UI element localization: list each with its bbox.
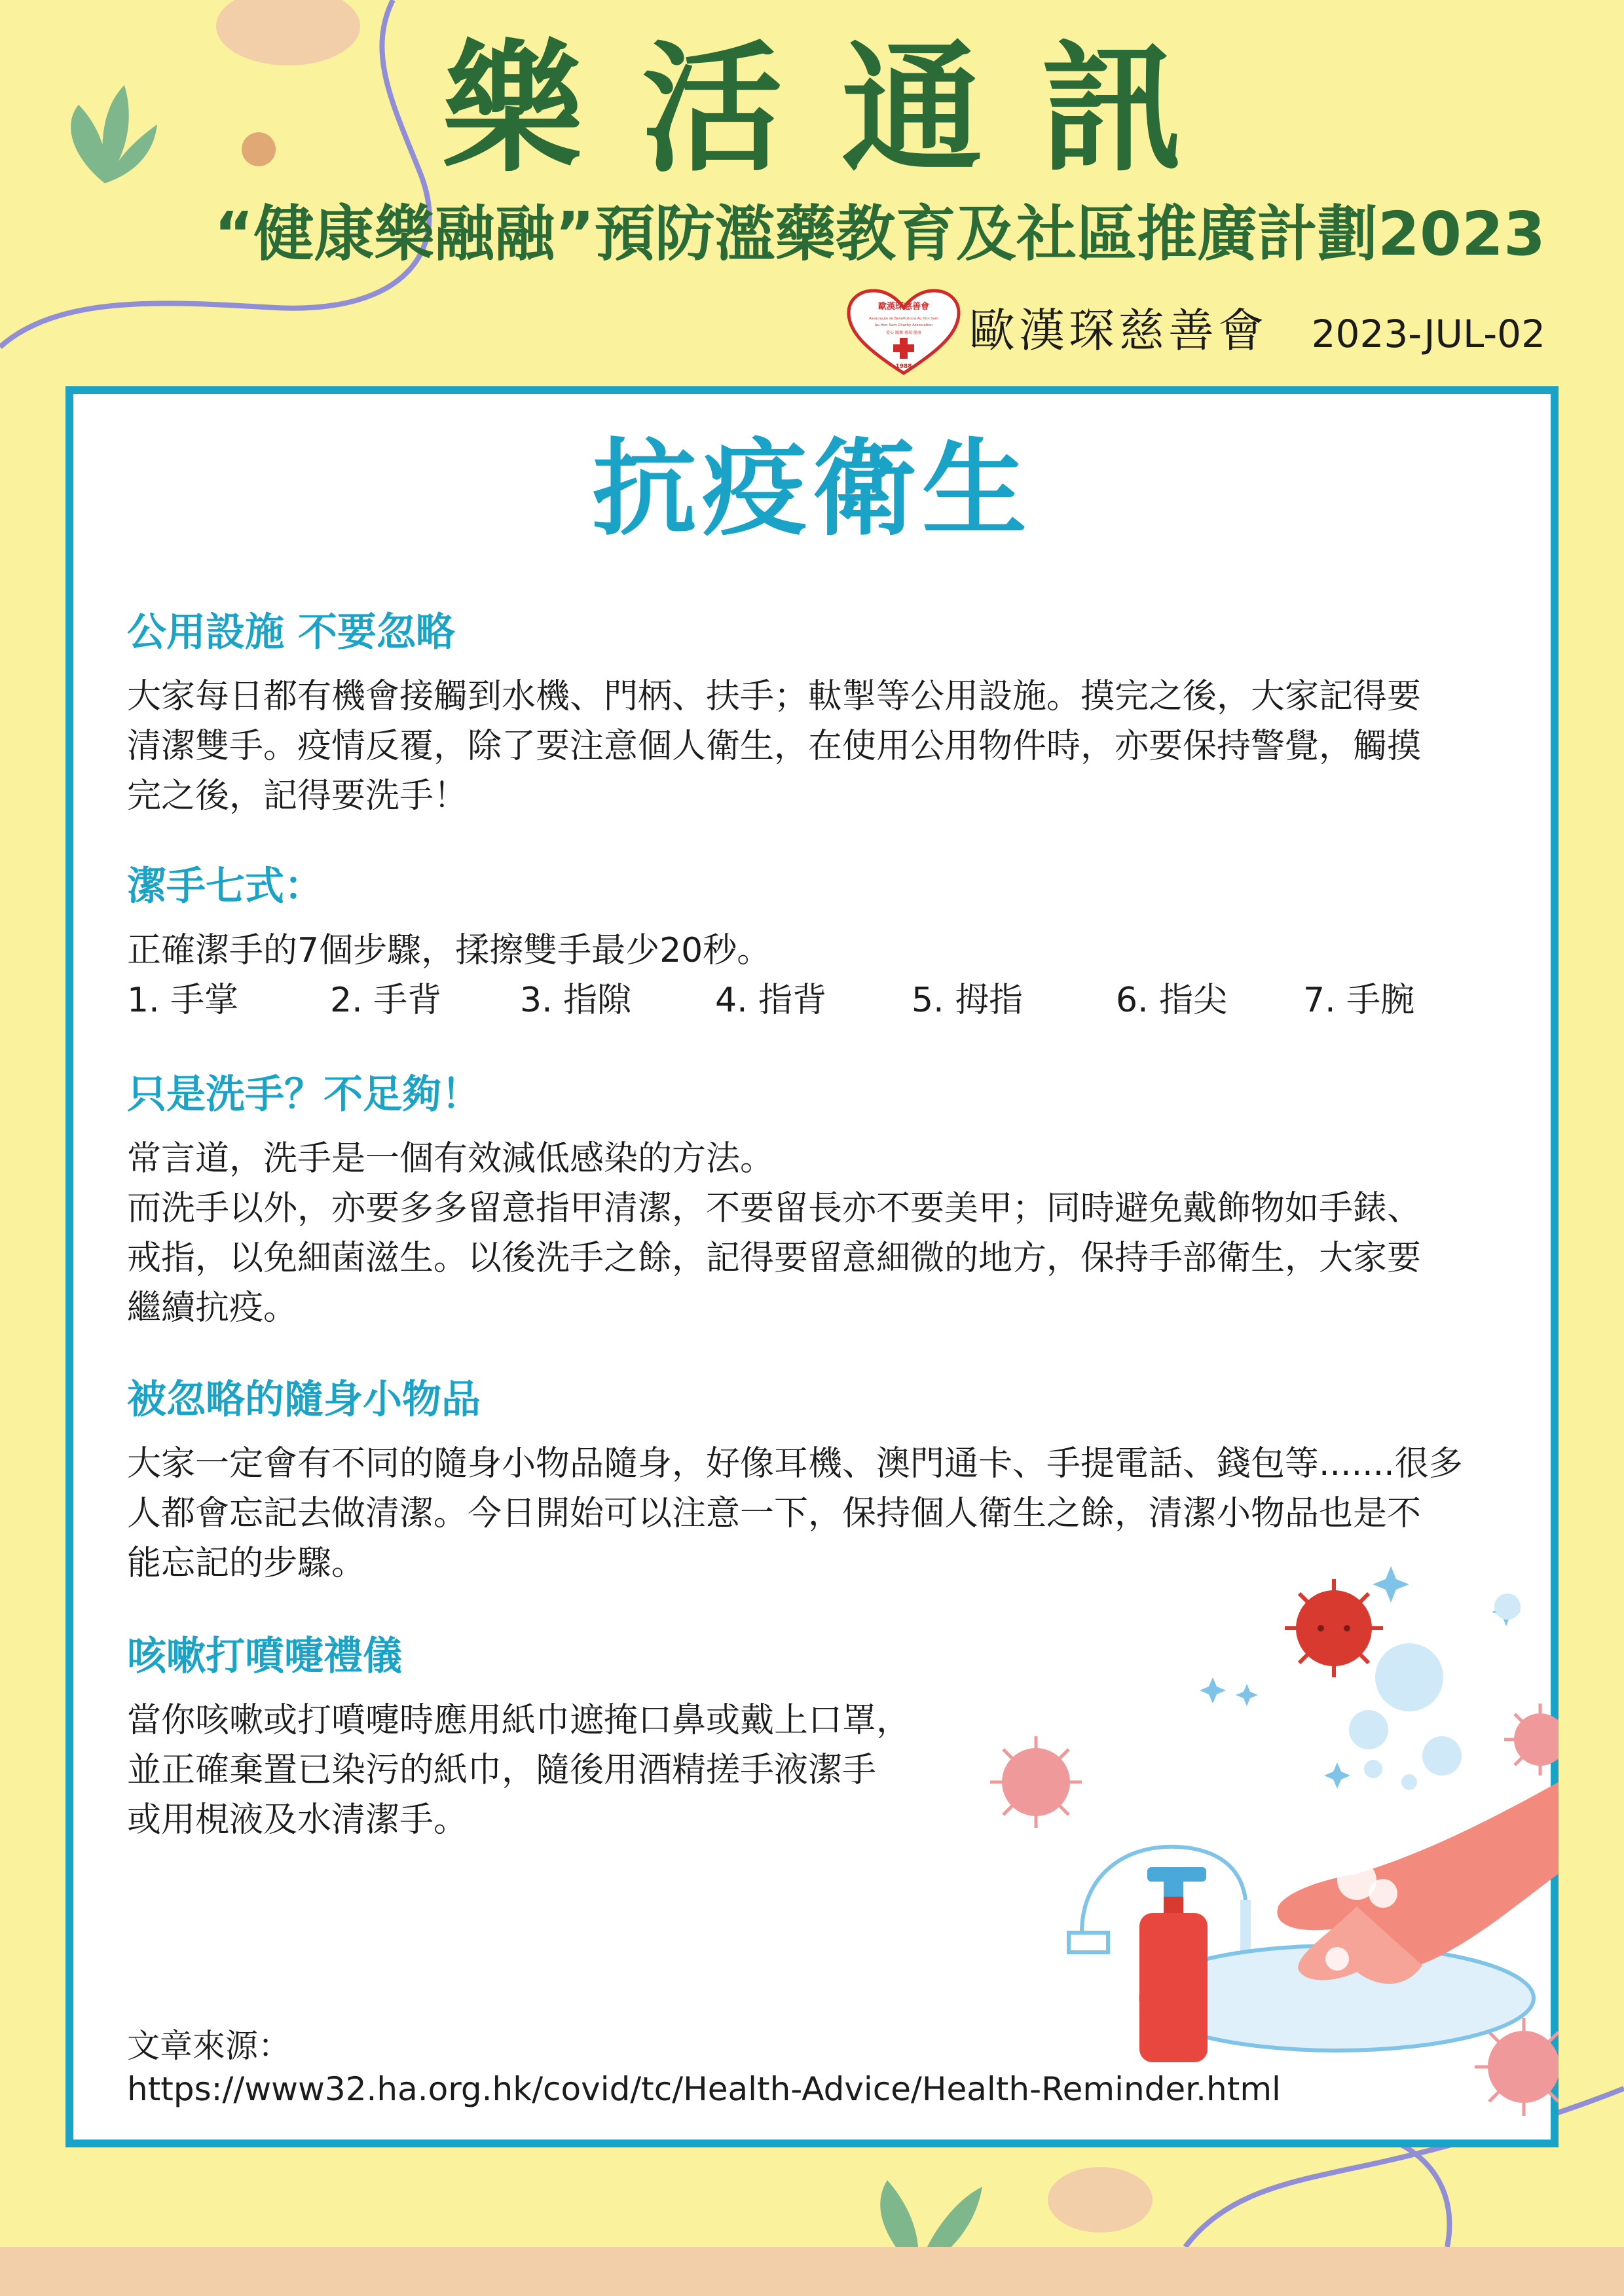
- text-line: 大家每日都有機會接觸到水機、門柄、扶手；軚掣等公用設施。摸完之後，大家記得要: [127, 677, 1422, 716]
- text-line: 清潔雙手。疫情反覆，除了要注意個人衛生，在使用公用物件時，亦要保持警覺，觸摸: [127, 727, 1422, 766]
- text-line: 完之後，記得要洗手！: [127, 776, 468, 816]
- step-fingertips: 6. 指尖: [1116, 981, 1228, 1020]
- issue-date: 2023-JUL-02: [1311, 312, 1545, 356]
- logo-motto: 愛心 關懷 孫瑞 健康: [886, 331, 921, 335]
- logo-text-en: Au Hon Sam Charity Association: [874, 323, 933, 327]
- section-heading: 公用設施 不要忽略: [127, 610, 455, 655]
- text-line: 常言道，洗手是一個有效減低感染的方法。: [127, 1139, 775, 1178]
- logo-text-pt: Associação de Beneficência Au Hon Sam: [869, 317, 938, 321]
- decor-blob-bottom: [1048, 2167, 1153, 2232]
- handwash-steps-list: [127, 975, 1515, 1025]
- text-line: 能忘記的步驟。: [127, 1544, 366, 1583]
- text-line: 並正確棄置已染污的紙巾，隨後用酒精搓手液潔手: [127, 1751, 877, 1790]
- text-line: 戒指，以免細菌滋生。以後洗手之餘，記得要留意細微的地方，保持手部衛生，大家要: [127, 1239, 1422, 1278]
- step-between-fingers: 3. 指隙: [520, 981, 632, 1020]
- source-url[interactable]: https://www32.ha.org.hk/covid/tc/Health-Advice/Health-Reminder.html: [127, 2070, 1281, 2108]
- section-personal-items: [127, 1372, 1515, 1588]
- soap-dispenser-icon: [1139, 1867, 1208, 2062]
- section-not-enough: [127, 1067, 1515, 1333]
- section-heading: 咳嗽打噴嚏禮儀: [127, 1633, 402, 1679]
- logo-text-top: 歐漢琛慈善會: [877, 302, 930, 312]
- content-card: [65, 386, 1559, 2147]
- logo-year: 1988: [895, 363, 912, 370]
- bottom-band: [0, 2247, 1624, 2296]
- section-handwashing-steps: [127, 859, 1515, 1025]
- hands-icon: [1277, 1782, 1559, 1984]
- newsletter-title: 樂活通訊: [442, 27, 1241, 191]
- section-text: [127, 672, 1515, 821]
- virus-red-icon: [1285, 1579, 1383, 1677]
- section-text: [127, 1696, 1044, 1845]
- handwashing-illustration: [990, 1566, 1559, 2142]
- organization-name: 歐漢琛慈善會: [969, 304, 1268, 357]
- step-thumb: 5. 拇指: [912, 981, 1024, 1020]
- text-line: 當你咳嗽或打噴嚏時應用紙巾遮掩口鼻或戴上口罩，: [127, 1701, 911, 1740]
- text-line: 或用梘液及水清潔手。: [127, 1800, 468, 1840]
- section-heading: 只是洗手？不足夠！: [127, 1072, 481, 1118]
- source-label: 文章來源：: [127, 2027, 291, 2065]
- step-back-of-hand: 2. 手背: [330, 981, 442, 1020]
- step-back-of-fingers: 4. 指背: [715, 981, 827, 1020]
- step-palm: 1. 手掌: [127, 981, 239, 1020]
- section-public-facilities: [127, 605, 1515, 821]
- section-text: [127, 1134, 1515, 1333]
- article-title: 抗疫衛生: [591, 428, 1032, 550]
- section-cough-etiquette: [127, 1629, 1044, 1845]
- text-line: 繼續抗疫。: [127, 1288, 298, 1328]
- decor-curve-bottom-2: [1369, 2134, 1449, 2247]
- project-subtitle: “健康樂融融”預防濫藥教育及社區推廣計劃2023: [214, 199, 1545, 269]
- virus-pink-icon-left: [990, 1736, 1082, 1828]
- text-line: 大家一定會有不同的隨身小物品隨身，好像耳機、澳門通卡、手提電話、錢包等.......很多: [127, 1444, 1463, 1484]
- heart-logo-icon: [845, 287, 963, 378]
- text-line: 人都會忘記去做清潔。今日開始可以注意一下，保持個人衛生之餘，清潔小物品也是不: [127, 1494, 1422, 1533]
- text-line: 而洗手以外，亦要多多留意指甲清潔，不要留長亦不要美甲；同時避免戴飾物如手錶、: [127, 1189, 1422, 1228]
- bubbles-icon: [1349, 1594, 1521, 1790]
- section-heading: 潔手七式：: [127, 864, 323, 909]
- step-wrist: 7. 手腕: [1303, 981, 1415, 1020]
- organization-row: [845, 287, 1545, 378]
- virus-pink-icon-right: [1504, 1704, 1559, 1776]
- section-text: [127, 926, 1515, 975]
- section-heading: 被忽略的隨身小物品: [127, 1377, 481, 1423]
- text-line: 正確潔手的7個步驟，揉擦雙手最少20秒。: [127, 931, 771, 970]
